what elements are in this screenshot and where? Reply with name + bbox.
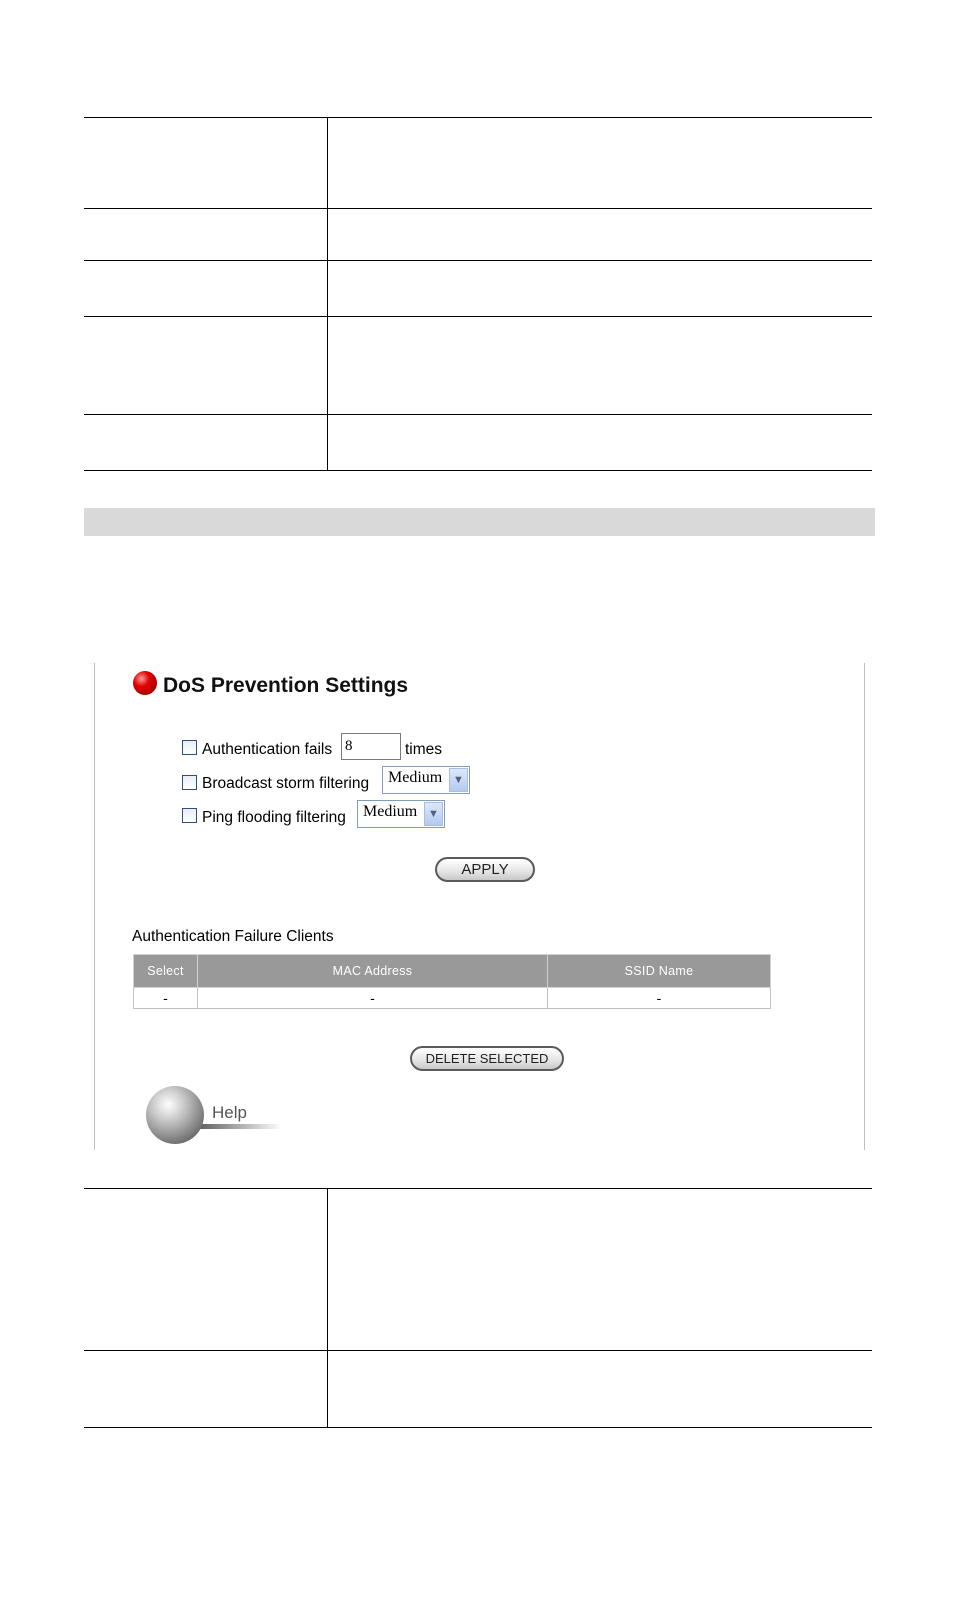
section-heading-bar — [84, 508, 875, 536]
ping-flooding-label: Ping flooding filtering — [202, 809, 346, 826]
doc-table-bottom-rule — [84, 1427, 872, 1428]
table-cell-ssid-name: - — [548, 988, 771, 1009]
doc-table-row-rule — [84, 1350, 872, 1351]
chevron-down-icon[interactable]: ▼ — [424, 802, 443, 826]
help-underline — [196, 1124, 282, 1129]
auth-fails-checkbox[interactable] — [182, 740, 197, 755]
broadcast-storm-select[interactable] — [382, 766, 470, 794]
panel-right-border — [864, 663, 865, 1150]
chevron-down-icon[interactable]: ▼ — [449, 768, 468, 792]
clients-section-title: Authentication Failure Clients — [132, 928, 334, 945]
ping-flooding-selected-value: Medium — [363, 803, 418, 820]
ping-flooding-select[interactable] — [357, 800, 445, 828]
red-bullet-icon — [133, 671, 157, 695]
column-header-ssid-name: SSID Name — [548, 955, 771, 988]
column-header-mac-address: MAC Address — [198, 955, 548, 988]
table-cell-select[interactable]: - — [134, 988, 198, 1009]
auth-fails-input[interactable] — [341, 733, 401, 760]
delete-selected-button[interactable]: DELETE SELECTED — [410, 1046, 564, 1071]
doc-table-top-rule — [84, 117, 872, 118]
column-header-select: Select — [134, 955, 198, 988]
doc-table-row-rule — [84, 260, 872, 261]
page-title: DoS Prevention Settings — [163, 674, 409, 697]
doc-table-bottom-rule — [84, 470, 872, 471]
doc-table-column-divider — [327, 117, 328, 471]
help-link[interactable]: Help — [212, 1103, 247, 1122]
panel-left-border — [94, 663, 95, 1150]
ping-flooding-checkbox[interactable] — [182, 808, 197, 823]
doc-table-row-rule — [84, 414, 872, 415]
auth-fails-suffix: times — [405, 741, 443, 758]
apply-button[interactable]: APPLY — [435, 857, 535, 882]
auth-fails-label: Authentication fails — [202, 741, 333, 758]
doc-table-row-rule — [84, 316, 872, 317]
help-sphere-icon[interactable] — [146, 1086, 204, 1144]
doc-table-column-divider — [327, 1188, 328, 1428]
doc-table-top-rule — [84, 1188, 872, 1189]
table-cell-mac-address: - — [198, 988, 548, 1009]
broadcast-storm-selected-value: Medium — [388, 769, 443, 786]
clients-table — [133, 954, 771, 1009]
broadcast-storm-checkbox[interactable] — [182, 775, 197, 790]
table-header-row — [134, 955, 771, 988]
doc-table-row-rule — [84, 208, 872, 209]
table-row — [134, 988, 771, 1009]
broadcast-storm-label: Broadcast storm filtering — [202, 775, 370, 792]
